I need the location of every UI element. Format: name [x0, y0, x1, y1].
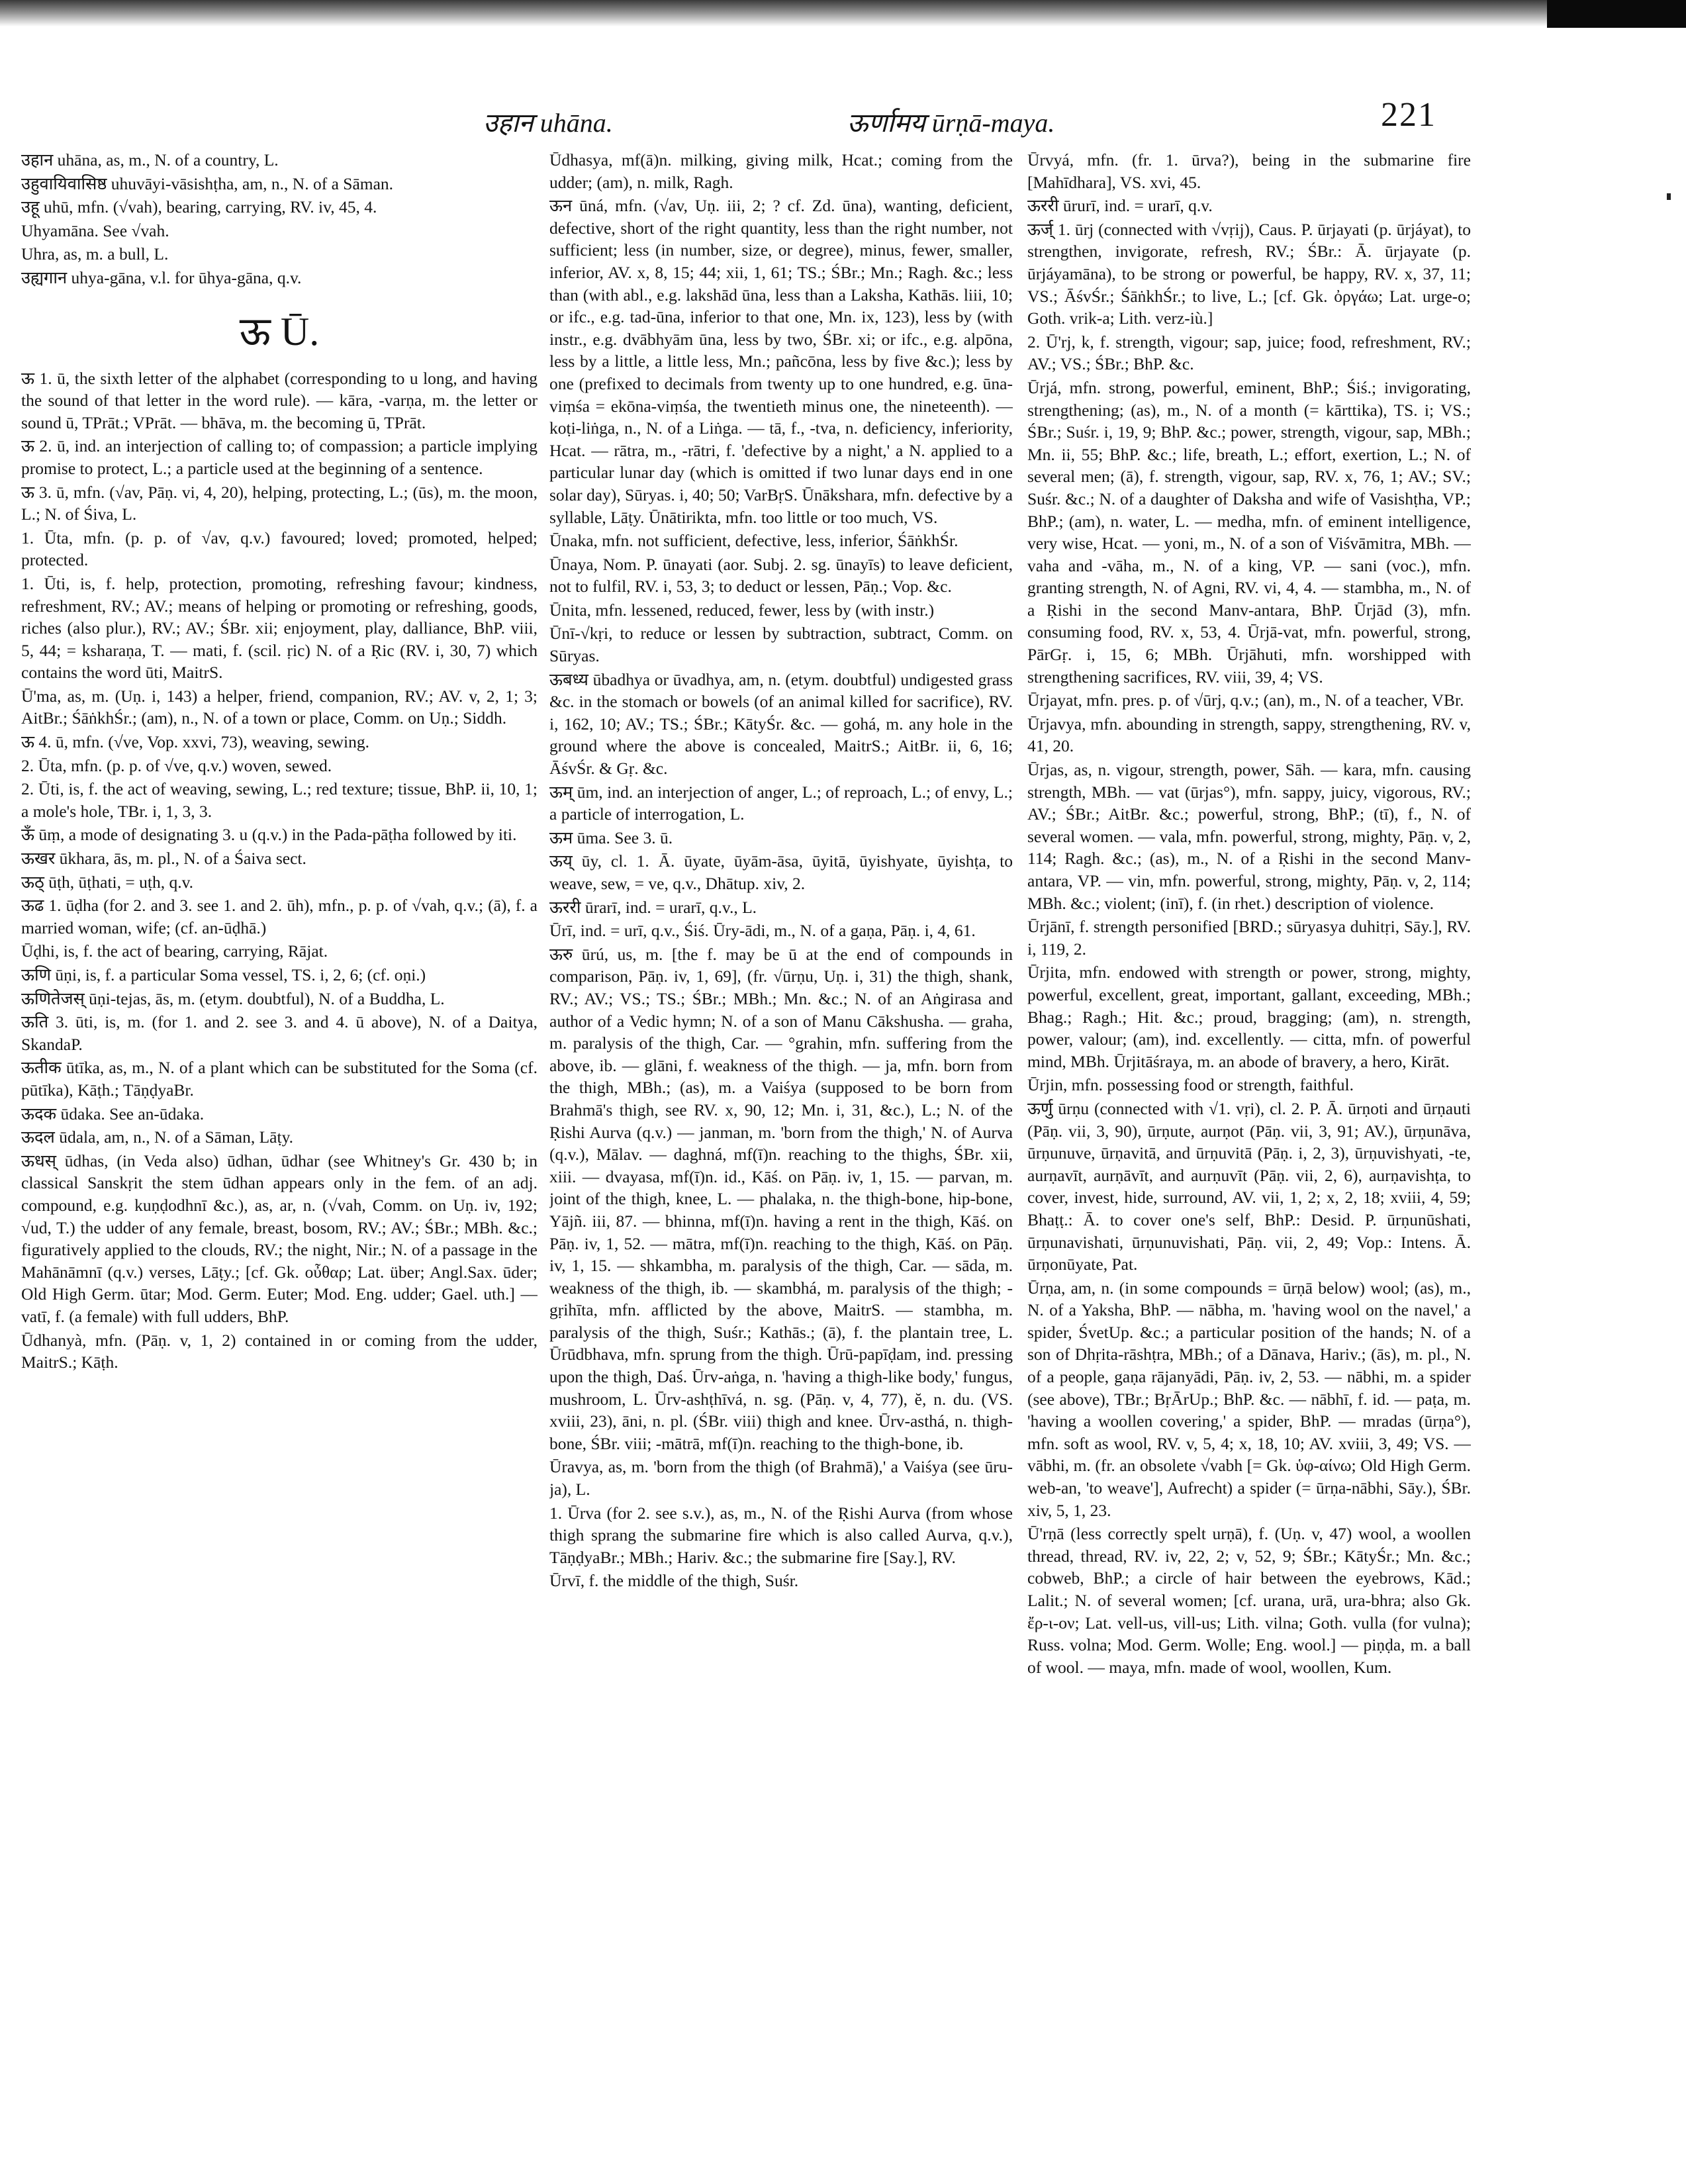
dictionary-entry: ऊदल ūdala, am, n., N. of a Sāman, Lāṭy.: [21, 1127, 294, 1147]
dictionary-entry: उहान uhāna, as, m., N. of a country, L.: [21, 150, 279, 169]
dictionary-entry: ऊ 3. ū, mfn. (√av, Pāṇ. vi, 4, 20), helping, protecting, L.; (ūs), m. the moon, L.; N. of Śiva, L.: [21, 482, 538, 524]
dictionary-entry: Ūrvī, f. the middle of the thigh, Suśr.: [549, 1571, 799, 1591]
dictionary-entry: Ūḍhi, is, f. the act of bearing, carrying, Rājat.: [21, 941, 328, 961]
dictionary-entry: ऊति 3. ūti, is, m. (for 1. and 2. see 3. and 4. ū above), N. of a Daitya, SkandaP.: [21, 1012, 538, 1054]
dictionary-entry: ऊररी ūrurī, ind. = urarī, q.v.: [1027, 196, 1213, 216]
dictionary-entry: 1. Ūta, mfn. (p. p. of √av, q.v.) favoured; loved; promoted, helped; protected.: [21, 528, 538, 570]
dictionary-entry: 2. Ūti, is, f. the act of weaving, sewing, L.; red texture; tissue, BhP. ii, 10, 1; a mole's hole, TBr. i, 1, 3, 3.: [21, 779, 538, 821]
dictionary-entry: ऊर्ज् 1. ūrj (connected with √vṛij), Caus. P. ūrjayati (p. ūrjáyat), to strengthen, invigorate, refresh, RV.; ŚBr.: Ā. ūrjayate (p. ūrjáyamāna), to be strong or powerful, be happy, RV. x, 37, 11; VS.; ĀśvŚr.; ŚāṅkhŚr.; to live, L.; [cf. Gk. ὀργάω; Lat. urge-o; Goth. vrik-a; Lith. verz-iù.]: [1027, 219, 1471, 328]
dictionary-entry: 1. Ūrva (for 2. see s.v.), as, m., N. of the Ṛishi Aurva (from whose thigh sprang the submarine fire which is also called Aurva, q.v.), TāṇḍyaBr.; MBh.; Hariv. &c.; the submarine fire [Say.], RV.: [549, 1503, 1013, 1567]
dictionary-entry: ऊठ् ūṭh, ūṭhati, = uṭh, q.v.: [21, 872, 194, 892]
dictionary-entry: Ūrvyá, mfn. (fr. 1. ūrva?), being in the submarine fire [Mahīdhara], VS. xvi, 45.: [1027, 150, 1471, 192]
dictionary-entry: ऊँ ūṃ, a mode of designating 3. u (q.v.) in the Pada-pāṭha followed by iti.: [21, 825, 517, 845]
dictionary-entry: उह्यगान uhya-gāna, v.l. for ūhya-gāna, q.v.: [21, 267, 302, 287]
scan-top-edge: [0, 0, 1686, 26]
dictionary-entry: ऊ 2. ū, ind. an interjection of calling to; of compassion; a particle implying promise to protect, L.; a particle used at the beginning of a sentence.: [21, 436, 538, 478]
dictionary-entry: Ūrī, ind. = urī, q.v., Śiś. Ūry-ādi, m., N. of a gaṇa, Pāṇ. i, 4, 61.: [549, 921, 976, 941]
dictionary-entry: 2. Ūta, mfn. (p. p. of √ve, q.v.) woven, sewed.: [21, 755, 332, 775]
page-number: 221: [1381, 96, 1436, 134]
dictionary-entry: Uhra, as, m. a bull, L.: [21, 244, 169, 264]
dictionary-entry: 1. Ūti, is, f. help, protection, promoting, refreshing favour; kindness, refreshment, RV.; AV.; means of helping or promoting or refreshing, goods, riches (also plur.), RV.; AV.; ŚBr. xii; enjoyment, play, dalliance, BhP. viii, 5, 44; = ksharaṇa, T. — mati, f. (scil. ṛic) N. of a Ṛic (RV. i, 30, 7) which contains the word ūti, MaitrS.: [21, 573, 538, 683]
section-heading: ऊ Ū.: [239, 309, 320, 354]
scan-corner-tab: [1547, 0, 1686, 28]
column-right: [1027, 149, 1471, 2161]
column-left: [21, 149, 538, 2161]
header-left-guide-word: उहान uhāna.: [483, 108, 613, 138]
dictionary-entry: Ūnaka, mfn. not sufficient, defective, less, inferior, ŚāṅkhŚr.: [549, 531, 959, 551]
dictionary-entry: ऊरु ūrú, us, m. [the f. may be ū at the end of compounds in comparison, Pāṇ. iv, 1, 69], (fr. √ūrṇu, Uṇ. i, 31) the thigh, shank, RV.; AV.; VS.; TS.; ŚBr.; MBh.; Mn. &c.; N. of an Aṅgirasa and author of a Vedic hymn; N. of a son of Manu Cākshusha. — graha, m. paralysis of the thigh, Car. — °grahin, mfn. suffering from the above, ib. — glāni, f. weakness of the thigh. — ja, mfn. born from the thigh, MBh.; (as), m. a Vaiśya (supposed to be born from Brahmā's thigh, see RV. x, 90, 12; Mn. i, 31, &c.), L.; N. of the Ṛishi Aurva (q.v.) — janman, m. 'born from the thigh,' N. of Aurva (q.v.), Mālav. — daghná, mf(ī)n. reaching to the thighs, ŚBr. xii, xiii. — dvayasa, mf(ī)n. id., Kāś. on Pāṇ. iv, 1, 15. — parvan, m. joint of the thigh, knee, L. — phalaka, n. the thigh-bone, hip-bone, Yājñ. iii, 87. — bhinna, mf(ī)n. having a rent in the thigh, Kāś. on Pāṇ. iv, 1, 52. — mātra, mf(ī)n. reaching to the thigh, Kāś. on Pāṇ. iv, 1, 15. — shkambha, m. paralysis of the thigh, Car. — sāda, m. weakness of the thigh, ib. — skambhá, m. paralysis of the thigh; -gṛihīta, mfn. afflicted by the above, MaitrS. — stambha, m. paralysis of the thigh, Suśr.; Kathās.; (ā), f. the plantain tree, L. Ūrūdbhava, mfn. sprung from the thigh. Ūrū-papīḍam, ind. pressing upon the thigh, Daś. Ūrv-aṅga, n. 'having a thigh-like body,' fungus, mushroom, L. Ūrv-ashṭhīvá, n. sg. (Pāṇ. v, 4, 77), ĕ, n. du. (VS. xviii, 23), āni, n. pl. (ŚBr. viii) thigh and knee. Ūrv-asthá, n. thigh-bone, ŚBr. viii; -mātrā, mf(ī)n. reaching to the thigh-bone, ib.: [549, 944, 1013, 1453]
dictionary-entry: ऊम ūma. See 3. ū.: [549, 828, 673, 847]
dictionary-entry: ऊधस् ūdhas, (in Veda also) ūdhan, ūdhar (see Whitney's Gr. 430 b; in classical Sanskṛit the stem ūdhan appears only in the fem. of an adj. compound, e.g. kuṇḍodhnī &c.), as, ar, n. (√vah, Comm. on Uṇ. iv, 192; √ud, T.) the udder of any female, breast, bosom, RV.; AV.; ŚBr.; MBh. &c.; figuratively applied to the clouds, RV.; the night, Nir.; N. of a passage in the Mahānāmnī (q.v.) verses, Lāṭy.; [cf. Gk. οὖθαρ; Lat. über; Angl.Sax. ūder; Old High Germ. ūtar; Mod. Germ. Euter; Mod. Eng. udder; Gael. uth.] — vatī, f. (a female) with full udders, BhP.: [21, 1151, 538, 1326]
dictionary-entry: 2. Ū'rj, k, f. strength, vigour; sap, juice; food, refreshment, RV.; AV.; VS.; ŚBr.; BhP. &c.: [1027, 332, 1471, 374]
dictionary-entry: ऊ 4. ū, mfn. (√ve, Vop. xxvi, 73), weaving, sewing.: [21, 732, 370, 752]
dictionary-entry: ऊम् ūm, ind. an interjection of anger, L.; of reproach, L.; of envy, L.; a particle of interrogation, L.: [549, 782, 1013, 824]
dictionary-entry: Ūnī-√kṛi, to reduce or lessen by subtraction, subtract, Comm. on Sūryas.: [549, 624, 1013, 666]
header-center-guide-word: ऊर्णामय ūrṇā-maya.: [847, 108, 1055, 138]
dictionary-entry: Ūrjayat, mfn. pres. p. of √ūrj, q.v.; (an), m., N. of a teacher, VBr.: [1027, 690, 1464, 710]
dictionary-entry: ऊबध्य ūbadhya or ūvadhya, am, n. (etym. doubtful) undigested grass &c. in the stomach or bowels (of an animal killed for sacrifice), RV. i, 162, 10; AV.; TS.; ŚBr.; KātyŚr. &c. — gohá, m. any hole in the ground where the above is concealed, MaitrS.; AitBr. ii, 6, 16; ĀśvŚr. & Gṛ. &c.: [549, 669, 1013, 779]
dictionary-entry: ऊणि ūṇi, is, f. a particular Soma vessel, TS. i, 2, 6; (cf. oṇi.): [21, 965, 426, 984]
dictionary-entry: Ū'ma, as, m. (Uṇ. i, 143) a helper, friend, companion, RV.; AV. v, 2, 1; 3; AitBr.; ŚāṅkhŚr.; (am), n., N. of a town or place, Comm. on Uṇ.; Siddh.: [21, 686, 538, 728]
dictionary-entry: Ūdhanyà, mfn. (Pāṇ. v, 1, 2) contained in or coming from the udder, MaitrS.; Kāṭh.: [21, 1330, 538, 1372]
dictionary-entry: ऊणितेजस् ūṇi-tejas, ās, m. (etym. doubtful), N. of a Buddha, L.: [21, 988, 445, 1008]
dictionary-entry: उहू uhū, mfn. (√vah), bearing, carrying, RV. iv, 45, 4.: [21, 197, 377, 217]
dictionary-entry: ऊखर ūkhara, ās, m. pl., N. of a Śaiva sect.: [21, 849, 306, 869]
dictionary-entry: Ūdhasya, mf(ā)n. milking, giving milk, Hcat.; coming from the udder; (am), n. milk, Ragh.: [549, 150, 1013, 192]
column-middle: [549, 149, 1013, 2161]
dictionary-entry: Ūrjānī, f. strength personified [BRD.; sūryasya duhitṛi, Sāy.], RV. i, 119, 2.: [1027, 917, 1471, 959]
dictionary-entry: Ūrjas, as, n. vigour, strength, power, Sāh. — kara, mfn. causing strength, MBh. — vat (ūrjas°), mfn. sappy, juicy, vigorous, RV.; AV.; ŚBr.; AitBr. &c.; powerful, strong, BhP.; (tī), f., N. of several women. — vala, mfn. powerful, strong, mighty, Pāṇ. v, 2, 114; Ragh. &c.; (as), m., N. of a Ṛishi in the second Manv-antara, VP. — vin, mfn. powerful, strong, mighty, Pāṇ. v, 2, 114; MBh. &c.; violent; (inī), f. (in rhet.) description of violence.: [1027, 760, 1471, 913]
dictionary-entry: ऊर्णु ūrṇu (connected with √1. vṛi), cl. 2. P. Ā. ūrṇoti and ūrṇauti (Pāṇ. vii, 3, 90), ūrṇute, aurṇot (Pāṇ. vii, 3, 91; AV.), ūrṇunāva, ūrṇunuve, ūrṇavitā, and ūrṇuvitā (Pāṇ. i, 2, 3), ūrṇuvishyati, -te, aurṇavīt, aurṇāvīt, and aurṇuvīt (Pāṇ. vii, 2, 6), aurṇavishṭa, to cover, invest, hide, surround, AV. vii, 1, 2; x, 2, 18; xviii, 4, 59; Bhaṭṭ.: Ā. to cover one's self, BhP.: Desid. P. ūrṇunūshati, ūrṇunavishati, ūrṇunuvishati, Pāṇ. vii, 2, 49; Vop.: Intens. Ā. ūrṇonūyate, Pat.: [1027, 1098, 1471, 1274]
dictionary-entry: Ūnaya, Nom. P. ūnayati (aor. Subj. 2. sg. ūnayīs) to leave deficient, not to fulfil, RV. i, 53, 3; to deduct or lessen, Pāṇ.; Vop. &c.: [549, 554, 1013, 596]
dictionary-entry: ऊय् ūy, cl. 1. Ā. ūyate, ūyām-āsa, ūyitā, ūyishyate, ūyishṭa, to weave, sew, = ve, q.v., Dhātup. xiv, 2.: [549, 851, 1013, 893]
dictionary-entry: Uhyamāna. See √vah.: [21, 220, 169, 240]
dictionary-entry: उहुवायिवासिष्ठ uhuvāyi-vāsishṭha, am, n., N. of a Sāman.: [21, 173, 394, 193]
dictionary-entry: ऊररी ūrarī, ind. = urarī, q.v., L.: [549, 897, 757, 917]
dictionary-entry: Ū'rṇā (less correctly spelt urṇā), f. (Uṇ. v, 47) wool, a woollen thread, thread, RV. iv, 22, 2; v, 52, 9; ŚBr.; KātyŚr.; Mn. &c.; cobweb, BhP.; a circle of hair between the eyebrows, Kād.; Lalit.; N. of several women; [cf. urana, urā, ura-bhra; also Gk. ἔρ-ι-ον; Lat. vell-us, vill-us; Lith. vilna; Goth. vulla (for vulna); Russ. volna; Mod. Germ. Wolle; Eng. wool.] — piṇḍa, m. a ball of wool. — maya, mfn. made of wool, woollen, Kum.: [1027, 1524, 1471, 1677]
dictionary-entry: ऊतीक ūtīka, as, m., N. of a plant which can be substituted for the Soma (cf. pūtīka), Kāṭh.; TāṇḍyaBr.: [21, 1058, 538, 1100]
dictionary-entry: Ūrjá, mfn. strong, powerful, eminent, BhP.; Śiś.; invigorating, strengthening; (as), m., N. of a month (= kārttika), TS. i; VS.; ŚBr.; Suśr. i, 19, 9; BhP. &c.; power, strength, vigour, sap, MBh.; Mn. ii, 55; BhP. &c.; life, breath, L.; effort, exertion, L.; N. of several men; (ā), f. strength, vigour, sap, RV. x, 76, 1; AV.; SV.; Suśr. &c.; N. of a daughter of Daksha and wife of Vasishṭha, VP.; BhP.; (am), n. water, L. — medha, mfn. of eminent intelligence, very wise, Hcat. — yoni, m., N. of a son of Viśvāmitra, MBh. — vaha and -vāha, m., N. of a king, VP. — sani (voc.), mfn. granting strength, N. of Agni, RV. vi, 4, 4. — stambha, m., N. of a Ṛishi in the second Manv-antara, BhP. Ūrjād (3), mfn. consuming food, RV. x, 53, 4. Ūrjā-vat, mfn. powerful, strong, PārGṛ. i, 15, 6; MBh. Ūrjāhuti, mfn. worshipped with strengthening sacrifices, RV. viii, 39, 4; VS.: [1027, 377, 1471, 687]
dictionary-entry: ऊढ 1. ūḍha (for 2. and 3. see 1. and 2. ūh), mfn., p. p. of √vah, q.v.; (ā), f. a married woman, wife; (cf. an-ūḍhā.): [21, 896, 538, 937]
dictionary-entry: Ūrjita, mfn. endowed with strength or power, strong, mighty, powerful, excellent, great, important, gallant, exceeding, MBh.; Bhag.; Ragh.; Hit. &c.; proud, bragging; (am), n. strength, power, valour; (am), ind. excellently. — citta, mfn. of powerful mind, MBh. Ūrjitāśraya, m. an abode of bravery, a hero, Kirāt.: [1027, 963, 1471, 1071]
dictionary-entry: Ūrṇa, am, n. (in some compounds = ūrṇā below) wool; (as), m., N. of a Yaksha, BhP. — nābha, m. 'having wool on the navel,' a spider, ŚvetUp. &c.; a particular position of the hands; N. of a son of Dhṛita-rāshṭra, MBh.; of a Dānava, Hariv.; (ās), m. pl., N. of a people, gaṇa rājanyādi, Pāṇ. iv, 2, 53. — nābhi, m. a spider (see above), TBr.; BṛĀrUp.; BhP. &c. — nābhī, f. id. — paṭa, m. 'having a woollen covering,' a spider, BhP. — mradas (ūrṇa°), mfn. soft as wool, RV. v, 5, 4; x, 18, 10; AV. xviii, 3, 49; VS. — vābhi, m. (fr. an obsolete √vabh [= Gk. ὑφ-αίνω; Old High Germ. web-an, 'to weave'], Aufrecht) a spider (= ūrṇa-nābhi, Sāy.), ŚBr. xiv, 5, 1, 23.: [1027, 1278, 1471, 1520]
dictionary-entry: Ūrjavya, mfn. abounding in strength, sappy, strengthening, RV. v, 41, 20.: [1027, 714, 1471, 756]
page-header: [99, 94, 1436, 140]
dictionary-entry: Ūrjin, mfn. possessing food or strength, faithful.: [1027, 1075, 1354, 1095]
dictionary-body: [0, 149, 1686, 2175]
dictionary-entry: ऊदक ūdaka. See an-ūdaka.: [21, 1104, 205, 1123]
dictionary-entry: ऊ 1. ū, the sixth letter of the alphabet (corresponding to u long, and having the sound of that letter in the word rule). — kāra, -varṇa, m. the letter or sound ū, TPrāt.; VPrāt. — bhāva, m. the becoming ū, TPrāt.: [21, 368, 538, 432]
dictionary-entry: Ūnita, mfn. lessened, reduced, fewer, less by (with instr.): [549, 600, 935, 620]
dictionary-entry: Ūravya, as, m. 'born from the thigh (of Brahmā),' a Vaiśya (see ūru-ja), L.: [549, 1457, 1013, 1499]
dictionary-entry: ऊन ūná, mfn. (√av, Uṇ. iii, 2; ? cf. Zd. ūna), wanting, deficient, defective, short of the right quantity, less than the right number, not sufficient; less (in number, size, or degree), minus, fewer, smaller, inferior, AV. x, 8, 15; 44; xii, 1, 61; TS.; ŚBr.; Mn.; Ragh. &c.; less than (with abl., e.g. lakshād ūna, less than a Laksha, Kathās. liii, 10; or ifc., e.g. tad-ūna, inferior to that one, Mn. ix, 123), less by (with instr., e.g. dvābhyām ūna, less by two, ŚBr. xi; or ifc., e.g. alpōna, less by a little, a little less, Mn.; pañcōna, less by five &c.); less by one (prefixed to decimals from twenty up to one hundred, e.g. ūna-viṃśa = ekōna-viṃśa, the twentieth minus one, the nineteenth). — koṭi-liṅga, n., N. of a Liṅga. — tā, f., -tva, n. deficiency, inferiority, Hcat. — rātra, m., -rātri, f. 'defective by a night,' a N. applied to a particular lunar day (which is omitted if two lunar days end in one solar day), Sūryas. i, 40; 50; VarBṛS. Ūnākshara, mfn. defective by a syllable, Lāṭy. Ūnātirikta, mfn. too little or too much, VS.: [549, 196, 1013, 527]
